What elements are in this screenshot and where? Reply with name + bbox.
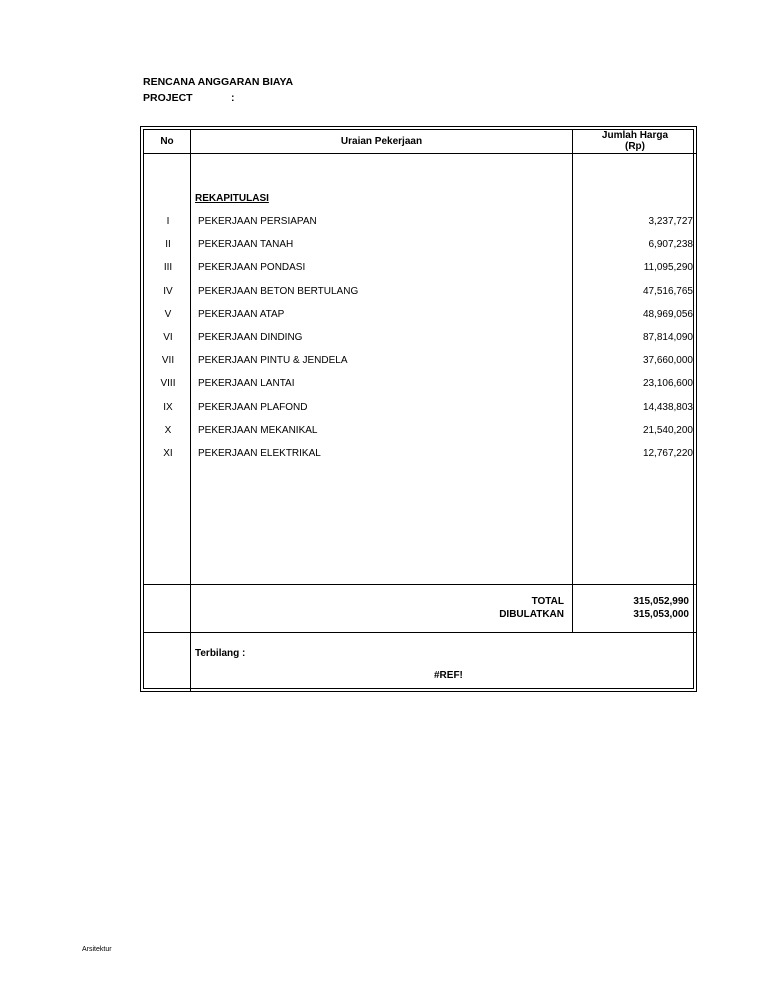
rounded-amount: 315,053,000: [633, 609, 689, 620]
table-row: [144, 262, 697, 276]
row-description: PEKERJAAN PLAFOND: [198, 401, 308, 413]
section-title: REKAPITULASI: [195, 193, 269, 204]
project-colon: :: [231, 92, 235, 104]
budget-table: [140, 126, 697, 692]
column-header-amount-line2: (Rp): [625, 141, 645, 152]
row-description: PEKERJAAN DINDING: [198, 332, 303, 343]
terbilang-value: #REF!: [434, 670, 463, 681]
row-amount: 37,660,000: [642, 355, 693, 367]
terbilang-divider: [144, 632, 697, 633]
table-row: [144, 286, 697, 300]
row-amount: 21,540,200: [642, 424, 693, 436]
table-row: [144, 216, 697, 230]
row-amount: 11,095,290: [643, 262, 693, 274]
row-description: PEKERJAAN PINTU & JENDELA: [198, 355, 348, 367]
row-description: PEKERJAAN PONDASI: [198, 262, 306, 274]
row-number: III: [163, 262, 173, 274]
row-number: V: [164, 308, 172, 320]
table-row: [144, 378, 697, 392]
row-amount: 23,106,600: [642, 378, 693, 390]
table-row: [144, 448, 697, 462]
row-amount: 3,237,727: [648, 216, 693, 227]
total-divider: [144, 584, 697, 585]
row-number: VII: [161, 355, 175, 367]
row-description: PEKERJAAN MEKANIKAL: [198, 424, 318, 436]
total-label: TOTAL: [531, 596, 564, 607]
row-number: II: [165, 239, 171, 251]
column-header-no: No: [160, 136, 174, 147]
row-amount: 48,969,056: [642, 308, 693, 320]
budget-table-inner: [143, 129, 694, 689]
table-row: [144, 402, 697, 416]
row-amount: 47,516,765: [642, 285, 693, 297]
row-description: PEKERJAAN ELEKTRIKAL: [198, 448, 321, 459]
row-description: PEKERJAAN LANTAI: [198, 378, 295, 390]
footer-text: Arsitektur: [82, 946, 112, 953]
table-row: [144, 309, 697, 323]
column-header-amount-line1: Jumlah Harga: [601, 130, 669, 141]
total-amount: 315,052,990: [633, 596, 689, 607]
row-description: PEKERJAAN PERSIAPAN: [198, 216, 317, 227]
row-description: PEKERJAAN ATAP: [198, 308, 285, 320]
row-number: I: [166, 216, 170, 227]
row-amount: 87,814,090: [642, 332, 693, 343]
header-divider: [144, 153, 697, 154]
table-row: [144, 425, 697, 439]
row-amount: 12,767,220: [642, 448, 693, 459]
row-number: X: [164, 424, 172, 436]
row-number: VIII: [160, 378, 176, 390]
table-row: [144, 355, 697, 369]
row-number: IX: [163, 401, 173, 413]
table-row: [144, 239, 697, 253]
column-header-amount: [573, 130, 697, 152]
row-number: IV: [163, 285, 173, 297]
table-row: [144, 332, 697, 346]
row-number: XI: [163, 448, 173, 459]
terbilang-label: Terbilang :: [195, 648, 246, 659]
row-description: PEKERJAAN BETON BERTULANG: [198, 285, 359, 297]
column-header-description: Uraian Pekerjaan: [340, 136, 423, 147]
project-line: [143, 92, 235, 104]
row-description: PEKERJAAN TANAH: [198, 239, 294, 251]
document-title: RENCANA ANGGARAN BIAYA: [143, 76, 294, 88]
row-amount: 14,438,803: [642, 401, 693, 413]
row-amount: 6,907,238: [648, 239, 693, 251]
project-label: PROJECT: [143, 92, 193, 104]
row-number: VI: [163, 332, 173, 343]
rounded-label: DIBULATKAN: [499, 609, 564, 620]
